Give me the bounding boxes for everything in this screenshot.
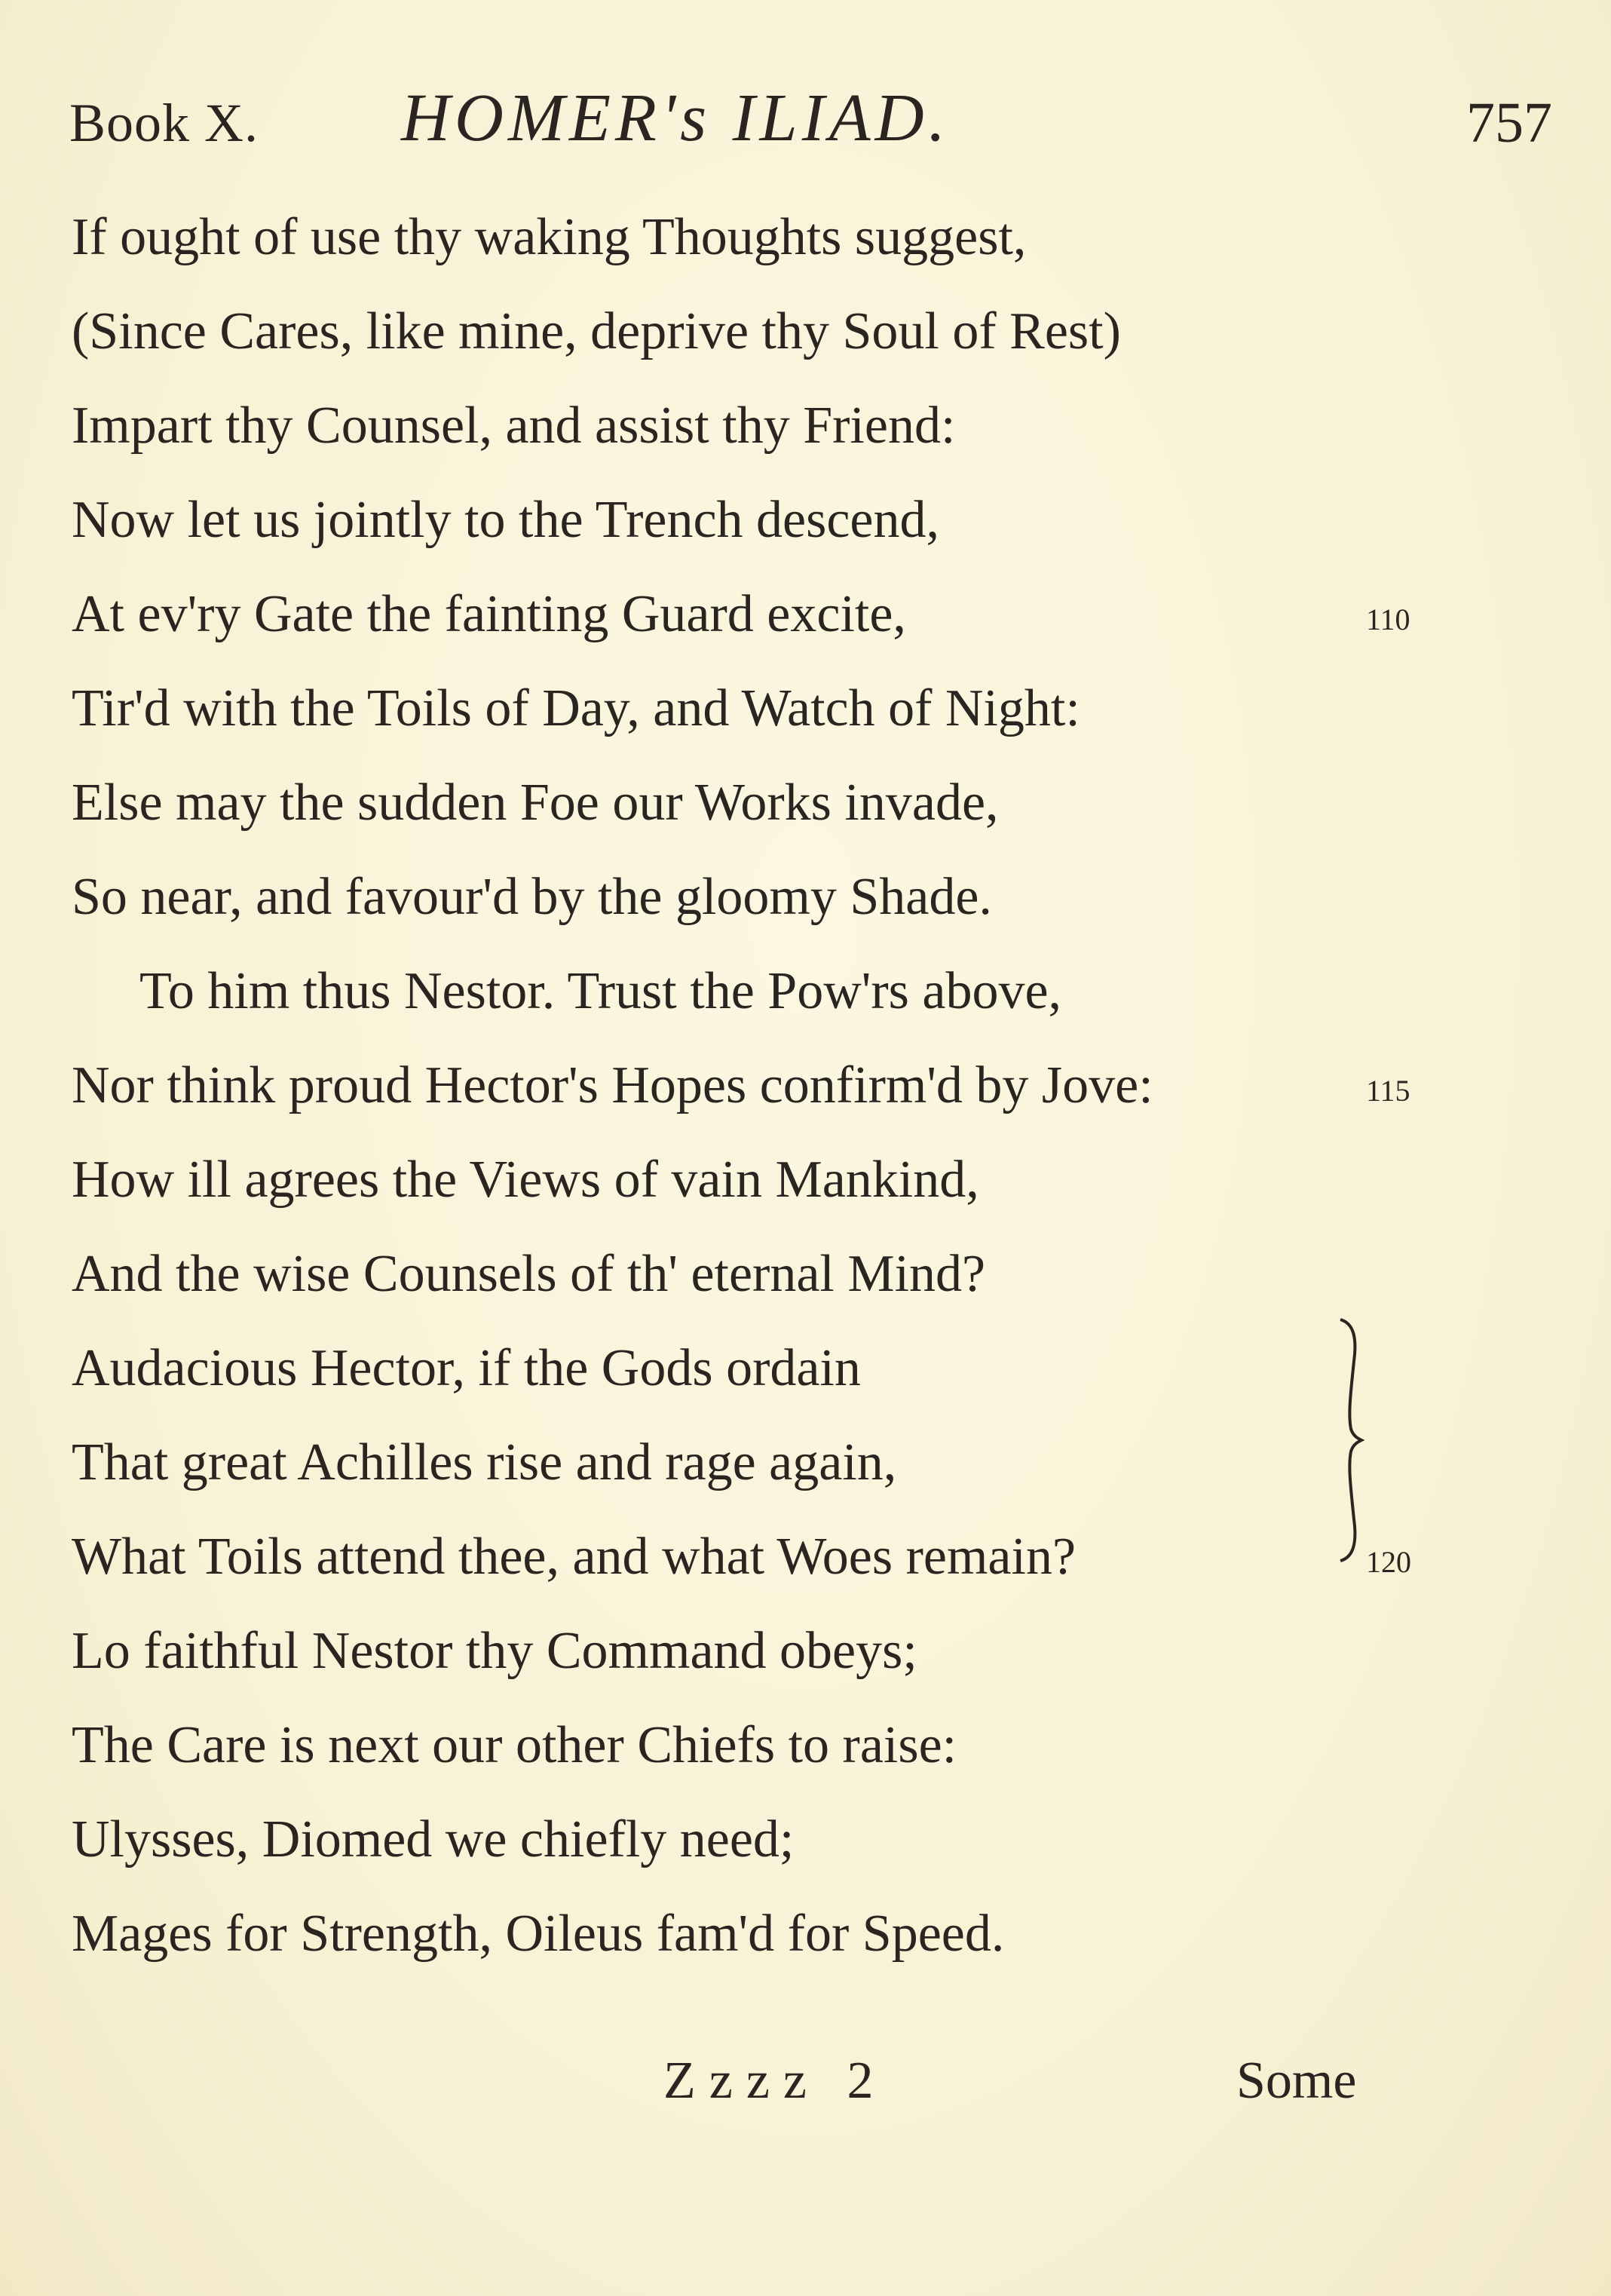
verse-line: Impart thy Counsel, and assist thy Friend: [72, 397, 956, 455]
page-number: 757 [1466, 91, 1552, 155]
verse-line: Now let us jointly to the Trench descend, [72, 491, 940, 549]
verse-line: The Care is next our other Chiefs to raise: [72, 1716, 957, 1774]
line-number: 115 [1366, 1074, 1410, 1108]
verse-line: So near, and favour'd by the gloomy Shade. [72, 868, 992, 926]
verse-line: To him thus Nestor. Trust the Pow'rs above, [139, 962, 1062, 1020]
verse-line: If ought of use thy waking Thoughts suggest, [72, 208, 1027, 266]
triplet-brace-icon [1334, 1316, 1364, 1565]
verse-line: (Since Cares, like mine, deprive thy Soul of Rest) [72, 302, 1121, 360]
verse-line: How ill agrees the Views of vain Mankind, [72, 1151, 979, 1209]
line-number: 110 [1366, 602, 1410, 636]
catchword: Some [1236, 2052, 1357, 2110]
verse-line: What Toils attend thee, and what Woes remain? [72, 1528, 1077, 1586]
verse-line: At ev'ry Gate the fainting Guard excite, [72, 585, 906, 643]
verse-line: Else may the sudden Foe our Works invade, [72, 774, 999, 832]
verse-line: Mages for Strength, Oileus fam'd for Speed. [72, 1905, 1005, 1963]
line-number: 120 [1366, 1545, 1411, 1579]
signature-mark: Zzzz 2 [663, 2052, 887, 2110]
running-header [0, 75, 1611, 158]
verse-line: Nor think proud Hector's Hopes confirm'd by Jove: [72, 1056, 1153, 1114]
verse-line: That great Achilles rise and rage again, [72, 1433, 897, 1491]
verse-line: Audacious Hector, if the Gods ordain [72, 1339, 861, 1397]
running-title: HOMER's ILIAD. [401, 81, 951, 155]
verse-line: Tir'd with the Toils of Day, and Watch of Night: [72, 679, 1080, 737]
verse-line: And the wise Counsels of th' eternal Mind? [72, 1245, 986, 1303]
verse-line: Ulysses, Diomed we chiefly need; [72, 1810, 795, 1868]
book-label: Book X. [69, 93, 259, 153]
verse-line: Lo faithful Nestor thy Command obeys; [72, 1622, 917, 1680]
